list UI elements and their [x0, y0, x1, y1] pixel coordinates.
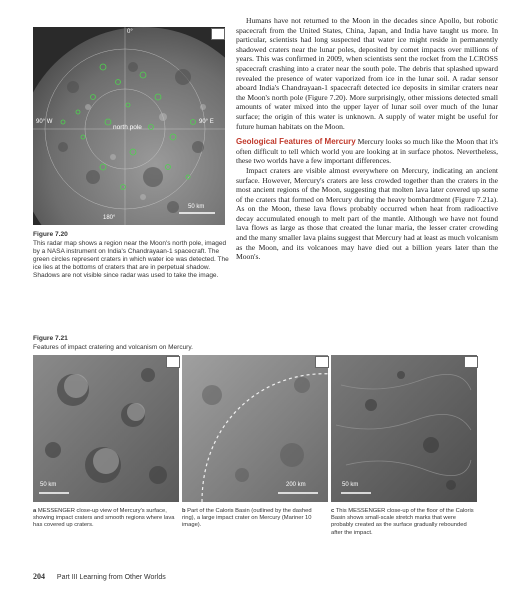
figure-7-21a-image — [33, 355, 179, 502]
caloris-basin-photo — [182, 355, 328, 502]
figure-7-21-label: Figure 7.21 — [33, 335, 68, 342]
figure-7-20-image — [33, 27, 225, 225]
interactive-figure-icon[interactable] — [464, 356, 478, 368]
figure-7-21a-caption — [33, 508, 177, 530]
panel-letter: b — [182, 508, 186, 514]
north-pole-label: north pole — [113, 124, 142, 131]
body-column — [236, 16, 498, 262]
figure-7-21-caption: Features of impact cratering and volcanism on Mercury. — [33, 344, 193, 351]
page-footer — [33, 572, 166, 581]
panel-caption-text: MESSENGER close-up view of Mercury's surface, showing impact craters and smooth regions where lava has covered up craters. — [33, 508, 175, 529]
scale-bar-label: 200 km — [286, 482, 306, 488]
scale-bar-label: 50 km — [342, 482, 359, 488]
panel-caption-text: This MESSENGER close-up of the floor of the Caloris Basin shows small-scale stretch marks that were probably created as the surface gradually rebounded after the impact. — [331, 508, 474, 536]
panel-letter: c — [331, 508, 335, 514]
paragraph: Humans have not returned to the Moon in the decades since Apollo, but robotic spacecraft from the United States, China, Japan, and India have taught us more. In particular, scientists had long suspected that water ice might reside in permanently shadowed craters near the lunar poles, deposited by comet impacts over millions of years. This was confirmed in 2009, when scientists sent the rocket from the LCROSS spacecraft crashing into a crater near the south pole. The debris that splashed upward revealed the presence of water vaporized from ice in the lunar soil. A radar sensor aboard India's Chandrayaan-1 spacecraft detected ice deposits in similar craters near the Moon's north pole (Figure 7.20). More surprisingly, other missions detected small amounts of water mixed into the upper layer of lunar soil over much of the lunar surface; the origin of this water is unknown. A supply of water might be useful for future human habitats on the Moon. — [236, 16, 498, 131]
section-lead: Mercury looks so much like the Moon that it's often difficult to tell which world you are looking at in surface photos. Nevertheless, these two worlds have a few important differences. — [236, 137, 499, 166]
scale-bar-label: 50 km — [40, 482, 57, 488]
section-heading: Geological Features of Mercury — [236, 137, 356, 147]
figure-7-21c-image — [331, 355, 477, 502]
mercury-craters-photo — [33, 355, 179, 502]
interactive-figure-icon[interactable] — [315, 356, 329, 368]
figure-7-21b-image — [182, 355, 328, 502]
caloris-floor-photo — [331, 355, 477, 502]
grid-label: 180° — [103, 215, 116, 221]
paragraph: Impact craters are visible almost everywhere on Mercury, indicating an ancient surface. However, Mercury's craters are less crowded together than the craters in the most ancient regions of the Moon, suggesting that molten lava later covered up some of the craters that formed on Mercury during the heavy bombardment (Figure 7.21a). As on the Moon, these lava flows probably occurred when heat from radioactive decay accumulated enough to melt part of the mantle. Although we have not found lava flows as large as those that created the lunar maria, the lesser crater crowding and the many smaller lava plains suggest that Mercury had at least as much volcanism as the Moon, and its volcanoes may have died out a billion years later than the Moon's. — [236, 165, 498, 262]
section-paragraph — [236, 137, 498, 166]
panel-caption-text: Part of the Caloris Basin (outlined by the dashed ring), a large impact crater on Mercury (Mariner 10 image). — [182, 508, 312, 529]
scale-bar-label: 50 km — [188, 204, 205, 210]
page-number: 204 — [33, 572, 45, 581]
figure-7-21b-caption — [182, 508, 326, 530]
panel-letter: a — [33, 508, 37, 514]
interactive-figure-icon[interactable] — [211, 28, 225, 40]
grid-label: 0° — [127, 29, 133, 35]
grid-label: 90° W — [36, 119, 53, 125]
figure-7-20-caption: This radar map shows a region near the Moon's north pole, imaged by a NASA instrument on India's Chandrayaan-1 spacecraft. The green circles represent craters in which water ice was detected. The ice lies at the bottoms of craters that are in perpetual shadow. Shadows are not visible since radar was used to take the image. — [33, 240, 229, 279]
part-label: Part III Learning from Other Worlds — [56, 574, 166, 581]
figure-7-20-label: Figure 7.20 — [33, 231, 68, 238]
interactive-figure-icon[interactable] — [166, 356, 180, 368]
figure-7-21c-caption — [331, 508, 475, 537]
grid-label: 90° E — [199, 119, 214, 125]
